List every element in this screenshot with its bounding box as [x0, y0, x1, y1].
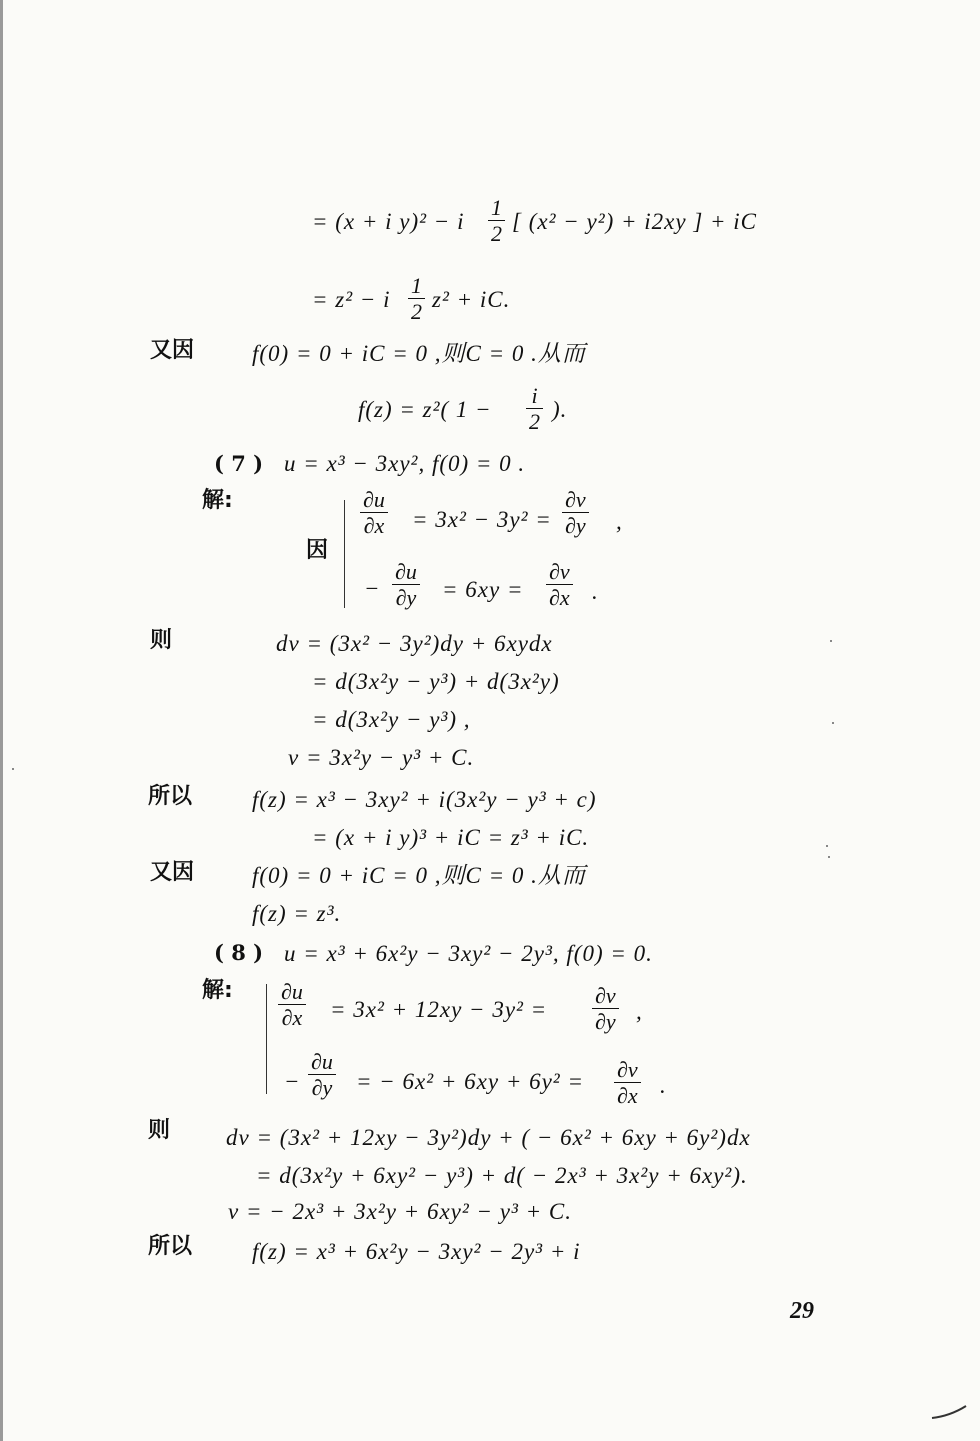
solution-8-label: 解: — [202, 978, 233, 1003]
scan-speck — [832, 722, 834, 724]
problem-7-statement: u = x³ − 3xy², f(0) = 0 . — [284, 451, 526, 476]
frac-num: ∂v — [549, 559, 570, 584]
fraction-half-2 — [408, 274, 425, 323]
page-number: 29 — [790, 1298, 814, 1324]
eq-dv-8-1: dv = (3x² + 12xy − 3y²)dy + ( − 6x² + 6xy + 6y²)dx — [226, 1125, 751, 1150]
scan-speck — [826, 845, 828, 847]
scan-speck — [12, 768, 14, 770]
eq-8b-minus: − — [284, 1069, 301, 1094]
eq-dv-7-3: = d(3x²y − y³) , — [312, 707, 471, 732]
problem-8-statement: u = x³ + 6x²y − 3xy² − 2y³, f(0) = 0. — [284, 941, 653, 966]
frac-den: ∂x — [281, 1005, 303, 1031]
fraction-half-1 — [488, 196, 505, 245]
frac-num: ∂v — [617, 1057, 638, 1082]
eq-dv-8-2: = d(3x²y + 6xy² − y³) + d( − 2x³ + 3x²y + 6xy²). — [256, 1163, 748, 1188]
label-ze-2: 则 — [148, 1118, 171, 1143]
eq-dv-7-2: = d(3x²y − y³) + d(3x²y) — [312, 669, 560, 694]
eq-7b-end: . — [592, 579, 599, 604]
eq-f-7-4: f(z) = z³. — [252, 901, 342, 926]
eq-dv-7-1: dv = (3x² − 3y²)dy + 6xydx — [276, 631, 553, 656]
frac-num: ∂v — [565, 487, 586, 512]
eq-8a-end: , — [636, 999, 643, 1024]
label-youyin: 又因 — [150, 338, 195, 363]
frac-num: ∂u — [395, 559, 417, 584]
frac-den: 2 — [491, 221, 502, 247]
eq-line-1a: = (x + i y)² − i — [312, 209, 465, 234]
eq-7a-end: , — [616, 509, 623, 534]
partial-u-y-7 — [392, 560, 420, 609]
frac-num: i — [531, 383, 538, 408]
eq-v-8: v = − 2x³ + 3x²y + 6xy² − y³ + C. — [228, 1199, 573, 1224]
frac-den: 2 — [529, 409, 540, 435]
eq-f-8-1: f(z) = x³ + 6x²y − 3xy² − 2y³ + i — [252, 1239, 581, 1264]
eq-f-7-2: = (x + i y)³ + iC = z³ + iC. — [312, 825, 590, 850]
frac-den: ∂x — [549, 585, 570, 611]
label-youyin-2: 又因 — [150, 860, 195, 885]
eq-line-3: f(0) = 0 + iC = 0 ,则C = 0 .从而 — [252, 341, 586, 366]
partial-v-x-7 — [546, 560, 573, 609]
label-ze-1: 则 — [150, 628, 173, 653]
eq-line-4a: f(z) = z²( 1 − — [358, 397, 492, 422]
eq-f-7-1: f(z) = x³ − 3xy² + i(3x²y − y³ + c) — [252, 787, 597, 812]
frac-den: 2 — [411, 299, 422, 325]
partial-v-y-8 — [592, 984, 619, 1033]
partial-u-x-8 — [278, 980, 306, 1029]
eq-line-2a: = z² − i — [312, 287, 391, 312]
brace-7 — [344, 500, 345, 608]
frac-den: ∂y — [395, 585, 417, 611]
page-edge — [0, 0, 3, 1441]
frac-num: ∂u — [311, 1049, 333, 1074]
eq-8b-end: . — [660, 1073, 667, 1098]
frac-num: 1 — [411, 273, 422, 298]
frac-num: 1 — [491, 195, 502, 220]
scan-speck — [830, 640, 832, 642]
eq-line-4b: ). — [552, 397, 568, 422]
eq-7b-minus: − — [364, 576, 381, 601]
label-suoyi-2: 所以 — [148, 1234, 193, 1259]
partial-v-y-7 — [562, 488, 589, 537]
frac-den: ∂x — [617, 1083, 638, 1109]
eq-8a-middle: = 3x² + 12xy − 3y² = — [330, 997, 548, 1022]
frac-den: ∂y — [595, 1009, 616, 1035]
label-suoyi-1: 所以 — [148, 784, 193, 809]
problem-7-tag: ( 7 ) — [214, 451, 264, 476]
eq-line-1b: [ (x² − y²) + i2xy ] + iC — [512, 209, 758, 234]
problem-8-tag: ( 8 ) — [214, 940, 264, 965]
brace-8 — [266, 984, 267, 1094]
fraction-i-half — [526, 384, 543, 433]
corner-mark — [930, 1400, 970, 1425]
eq-8b-middle: = − 6x² + 6xy + 6y² = — [356, 1069, 584, 1094]
partial-u-y-8 — [308, 1050, 336, 1099]
eq-7b-middle: = 6xy = — [442, 577, 524, 602]
partial-v-x-8 — [614, 1058, 641, 1107]
partial-u-x-7 — [360, 488, 388, 537]
eq-v-7: v = 3x²y − y³ + C. — [288, 745, 475, 770]
scan-speck — [828, 856, 830, 858]
frac-den: ∂y — [565, 513, 586, 539]
eq-line-2b: z² + iC. — [432, 287, 511, 312]
frac-num: ∂u — [363, 487, 385, 512]
frac-num: ∂u — [281, 979, 303, 1004]
solution-7-label: 解: — [202, 488, 233, 513]
frac-num: ∂v — [595, 983, 616, 1008]
frac-den: ∂x — [363, 513, 385, 539]
eq-7a-middle: = 3x² − 3y² = — [412, 507, 552, 532]
label-yin: 因 — [306, 538, 329, 563]
frac-den: ∂y — [311, 1075, 333, 1101]
eq-f-7-3: f(0) = 0 + iC = 0 ,则C = 0 .从而 — [252, 863, 586, 888]
